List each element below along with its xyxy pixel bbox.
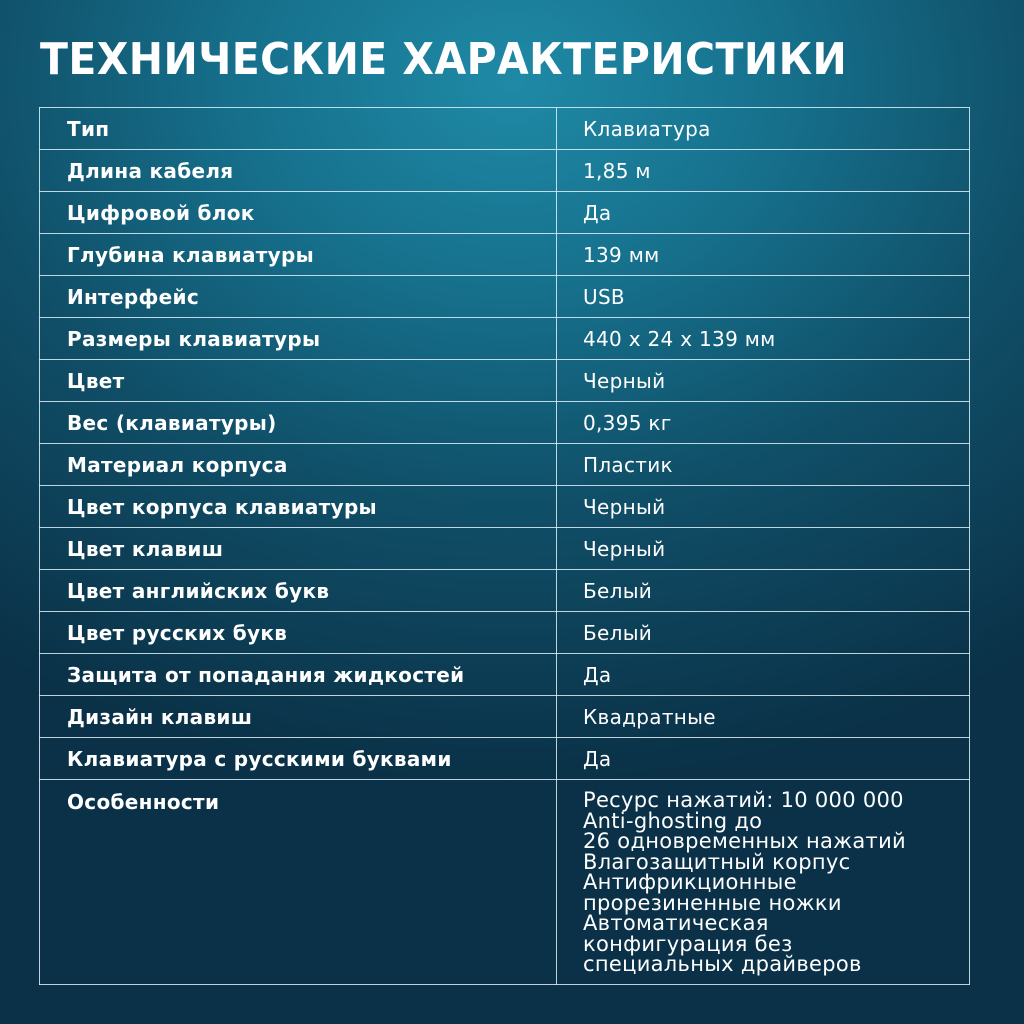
- spec-row-english-letters-color: [40, 570, 970, 612]
- spec-value: 440 х 24 х 139 мм: [557, 318, 970, 360]
- spec-label: Вес (клавиатуры): [40, 402, 557, 444]
- spec-row-numpad: [40, 192, 970, 234]
- spec-row-keyboard-depth: [40, 234, 970, 276]
- feature-line: Ресурс нажатий: 10 000 000: [583, 788, 904, 812]
- spec-label: Особенности: [40, 780, 557, 985]
- spec-row-color: [40, 360, 970, 402]
- spec-value: Да: [557, 192, 970, 234]
- spec-row-body-material: [40, 444, 970, 486]
- spec-row-features: [40, 780, 970, 985]
- spec-value: Квадратные: [557, 696, 970, 738]
- spec-label: Длина кабеля: [40, 150, 557, 192]
- spec-value: 0,395 кг: [557, 402, 970, 444]
- spec-label: Материал корпуса: [40, 444, 557, 486]
- spec-label: Цвет английских букв: [40, 570, 557, 612]
- spec-row-dimensions: [40, 318, 970, 360]
- feature-line: специальных драйверов: [583, 952, 862, 976]
- spec-row-interface: [40, 276, 970, 318]
- spec-value: Клавиатура: [557, 108, 970, 150]
- specs-table-body: [40, 108, 970, 985]
- feature-line: конфигурация без: [583, 931, 793, 956]
- spec-row-weight: [40, 402, 970, 444]
- spec-value: Да: [557, 738, 970, 780]
- features-list: [557, 780, 970, 985]
- spec-value: 139 мм: [557, 234, 970, 276]
- spec-value: Да: [557, 654, 970, 696]
- spec-value: USB: [557, 276, 970, 318]
- spec-label: Интерфейс: [40, 276, 557, 318]
- spec-value: Черный: [557, 360, 970, 402]
- spec-value: Пластик: [557, 444, 970, 486]
- spec-label: Размеры клавиатуры: [40, 318, 557, 360]
- feature-line: Anti-ghosting до: [583, 808, 763, 833]
- spec-row-key-color: [40, 528, 970, 570]
- spec-label: Цвет клавиш: [40, 528, 557, 570]
- spec-row-cable-length: [40, 150, 970, 192]
- spec-value: Черный: [557, 528, 970, 570]
- spec-label: Цвет корпуса клавиатуры: [40, 486, 557, 528]
- spec-label: Цифровой блок: [40, 192, 557, 234]
- page-title: ТЕХНИЧЕСКИЕ ХАРАКТЕРИСТИКИ: [40, 34, 848, 85]
- spec-value: Белый: [557, 570, 970, 612]
- spec-row-key-design: [40, 696, 970, 738]
- spec-value: 1,85 м: [557, 150, 970, 192]
- spec-row-russian-letters: [40, 738, 970, 780]
- feature-line: Антифрикционные: [583, 870, 797, 894]
- feature-line: Влагозащитный корпус: [583, 849, 851, 874]
- spec-label: Дизайн клавиш: [40, 696, 557, 738]
- feature-line: 26 одновременных нажатий: [583, 829, 906, 853]
- spec-value: Черный: [557, 486, 970, 528]
- spec-row-type: [40, 108, 970, 150]
- specs-table: [39, 107, 970, 985]
- spec-label: Глубина клавиатуры: [40, 234, 557, 276]
- feature-line: прорезиненные ножки: [583, 890, 842, 915]
- spec-label: Клавиатура с русскими буквами: [40, 738, 557, 780]
- spec-row-russian-letters-color: [40, 612, 970, 654]
- spec-label: Цвет русских букв: [40, 612, 557, 654]
- feature-line: Автоматическая: [583, 911, 769, 935]
- spec-label: Защита от попадания жидкостей: [40, 654, 557, 696]
- spec-label: Цвет: [40, 360, 557, 402]
- spec-label: Тип: [40, 108, 557, 150]
- spec-row-body-color: [40, 486, 970, 528]
- spec-row-liquid-protection: [40, 654, 970, 696]
- spec-value: Белый: [557, 612, 970, 654]
